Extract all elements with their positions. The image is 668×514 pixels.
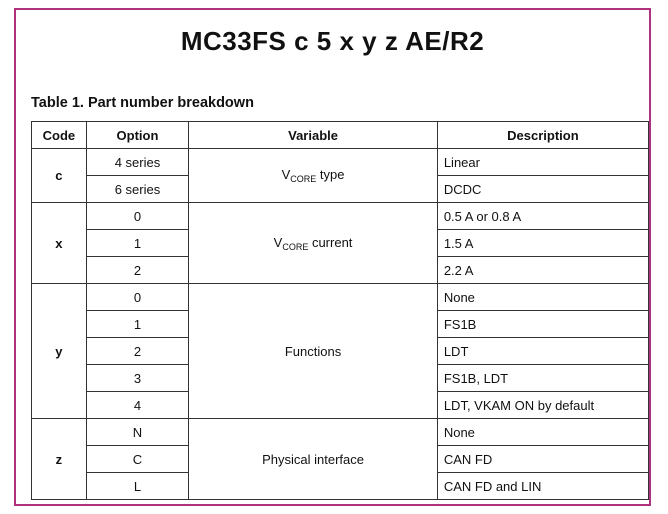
description-cell: CAN FD xyxy=(437,446,648,473)
option-cell: 4 xyxy=(86,392,189,419)
variable-subscript: CORE xyxy=(290,174,317,184)
option-cell: 0 xyxy=(86,284,189,311)
option-cell: L xyxy=(86,473,189,500)
variable-suffix: type xyxy=(316,167,345,182)
description-cell: LDT, VKAM ON by default xyxy=(437,392,648,419)
variable-cell xyxy=(189,203,438,284)
table-caption: Table 1. Part number breakdown xyxy=(31,95,254,111)
table-header-row xyxy=(32,122,649,149)
option-cell: 4 series xyxy=(86,149,189,176)
code-cell: y xyxy=(32,284,87,419)
variable-cell: Functions xyxy=(189,284,438,419)
column-header-variable: Variable xyxy=(189,122,438,149)
table-row xyxy=(32,284,649,311)
description-cell: DCDC xyxy=(437,176,648,203)
option-cell: 2 xyxy=(86,257,189,284)
description-cell: Linear xyxy=(437,149,648,176)
description-cell: FS1B xyxy=(437,311,648,338)
option-cell: N xyxy=(86,419,189,446)
description-cell: 0.5 A or 0.8 A xyxy=(437,203,648,230)
option-cell: 6 series xyxy=(86,176,189,203)
code-cell: c xyxy=(32,149,87,203)
description-cell: 2.2 A xyxy=(437,257,648,284)
option-cell: C xyxy=(86,446,189,473)
document-frame xyxy=(14,8,651,506)
table-row xyxy=(32,149,649,176)
variable-subscript: CORE xyxy=(282,241,309,252)
option-cell: 1 xyxy=(86,230,189,257)
column-header-code: Code xyxy=(32,122,87,149)
description-cell: LDT xyxy=(437,338,648,365)
option-cell: 1 xyxy=(86,311,189,338)
column-header-description: Description xyxy=(437,122,648,149)
variable-prefix: V xyxy=(273,234,283,250)
column-header-option: Option xyxy=(86,122,189,149)
table-row xyxy=(32,419,649,446)
variable-suffix: current xyxy=(308,234,353,250)
description-cell: None xyxy=(437,419,648,446)
description-cell: CAN FD and LIN xyxy=(437,473,648,500)
variable-prefix: V xyxy=(281,167,291,182)
description-cell: 1.5 A xyxy=(437,230,648,257)
code-cell: z xyxy=(32,419,87,500)
variable-cell xyxy=(189,149,438,203)
variable-cell: Physical interface xyxy=(189,419,438,500)
option-cell: 2 xyxy=(86,338,189,365)
option-cell: 3 xyxy=(86,365,189,392)
option-cell: 0 xyxy=(86,203,189,230)
description-cell: FS1B, LDT xyxy=(437,365,648,392)
table-row xyxy=(32,203,649,230)
document-title: MC33FS c 5 x y z AE/R2 xyxy=(180,26,485,56)
description-cell: None xyxy=(437,284,648,311)
code-cell: x xyxy=(32,203,87,284)
part-number-table xyxy=(31,121,649,500)
